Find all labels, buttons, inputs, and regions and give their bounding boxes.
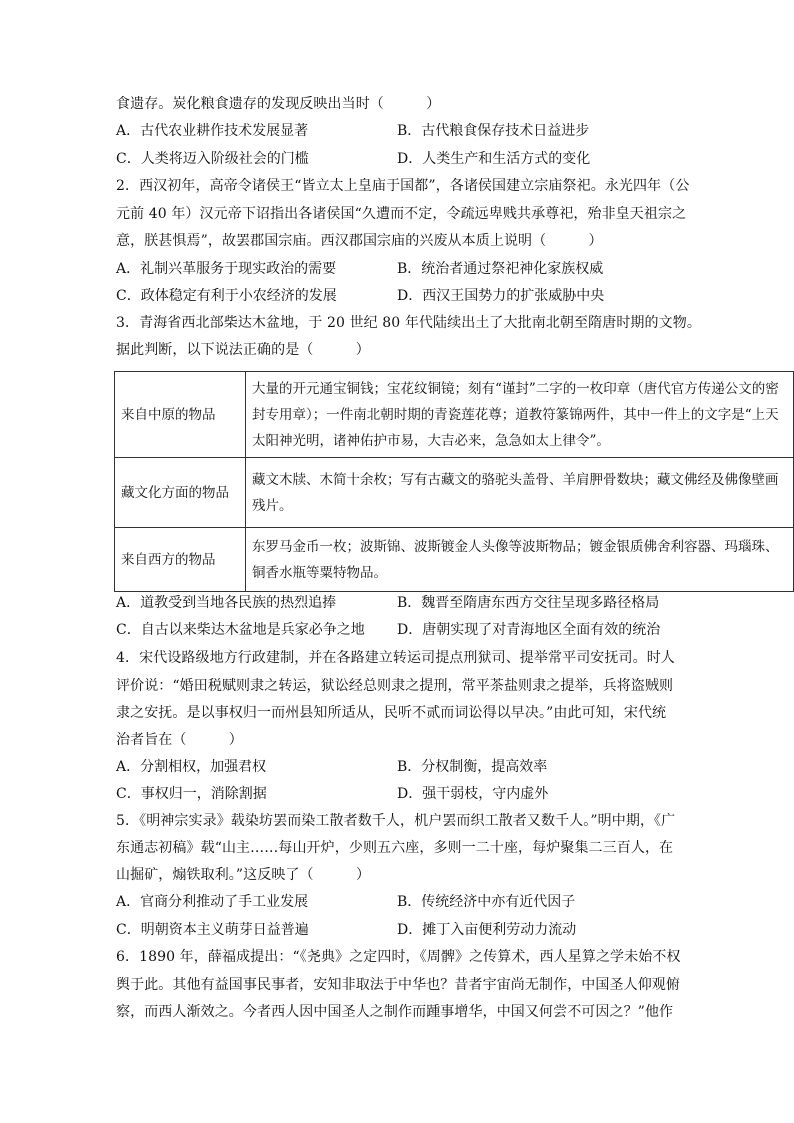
q1-option-b: B．古代粮食保存技术日益进步	[397, 123, 590, 139]
q3-stem-line-1: 3．青海省西北部柴达木盆地，于 20 世纪 80 年代陆续出土了大批南北朝至隋唐时期的文物。	[116, 315, 701, 331]
q2-stem-line-2: 元前 40 年）汉元帝下诏指出各诸侯国“久遭而不定，令疏远卑贱共承尊祀，殆非皇天祖宗之	[116, 206, 687, 222]
q6-stem-line-2: 舆于此。其他有益国事民事者，安知非取法于中华也？昔者宇宙尚无制作，中国圣人仰观俯	[116, 977, 680, 993]
q4-option-a: A．分割相权，加强君权	[116, 759, 267, 775]
table-row-label: 来自中原的物品	[115, 372, 246, 458]
q4-stem-line-3: 隶之安抚。是以事权归一而州县知所适从，民听不贰而词讼得以早决。”由此可知，宋代统	[116, 705, 667, 721]
q6-stem-line-3: 察，而西人渐效之。今者西人因中国圣人之制作而踵事增华，中国又何尝不可因之？”他作	[116, 1004, 674, 1020]
q5-option-b: B．传统经济中亦有近代因子	[397, 894, 576, 910]
q5-stem-line-2: 东通志初稿》载“山主……每山开炉，少则五六座，多则一二十座，每炉聚集二三百人，在	[116, 840, 674, 856]
q5-stem-line-1: 5．《明神宗实录》载染坊罢而染工散者数千人，机户罢而织工散者又数千人。”明中期，《广	[116, 813, 676, 829]
table-row	[115, 528, 794, 592]
q5-stem-line-3: 山掘矿，煽铁取利。”这反映了（ ）	[116, 867, 371, 883]
table-row-content: 藏文木牍、木简十余枚；写有古藏文的骆驼头盖骨、羊肩胛骨数块；藏文佛经及佛像壁画残片。	[246, 458, 794, 528]
q1-option-d: D．人类生产和生活方式的变化	[397, 151, 591, 167]
q4-option-b: B．分权制衡，提高效率	[397, 759, 548, 775]
q4-stem-line-2: 评价说：“婚田税赋则隶之转运，狱讼经总则隶之提刑，常平茶盐则隶之提举，兵将盗贼则	[116, 678, 674, 694]
q5-option-c: C．明朝资本主义萌芽日益普遍	[116, 922, 309, 938]
table-row	[115, 458, 794, 528]
table-row	[115, 372, 794, 458]
q2-option-b: B．统治者通过祭祀神化家族权威	[397, 261, 604, 277]
q3-option-d: D．唐朝实现了对青海地区全面有效的统治	[397, 622, 661, 638]
q2-option-c: C．政体稳定有利于小农经济的发展	[116, 288, 337, 304]
q5-option-d: D．摊丁入亩便利劳动力流动	[397, 922, 577, 938]
q2-stem-line-3: 意，朕甚惧焉”，故罢郡国宗庙。西汉郡国宗庙的兴废从本质上说明（ ）	[116, 233, 603, 249]
table-row-content: 大量的开元通宝铜钱；宝花纹铜镜；刻有“谨封”二字的一枚印章（唐代官方传递公文的密封专用章）；一件南北朝时期的青瓷莲花尊；道教符篆锦两件，其中一件上的文字是“上天太阳神光明，诸神佑护市易，大吉必来，急急如太上律令”。	[246, 372, 794, 458]
q2-stem-line-1: 2．西汉初年，高帝令诸侯王“皆立太上皇庙于国都”，各诸侯国建立宗庙祭祀。永光四年（公	[116, 178, 690, 194]
q4-stem-line-4: 治者旨在（ ）	[116, 732, 243, 748]
q6-stem-line-1: 6．1890 年，薛福成提出：“《尧典》之定四时，《周髀》之传算术，西人星算之学未始不权	[116, 949, 681, 965]
q1-option-c: C．人类将迈入阶级社会的门槛	[116, 151, 309, 167]
q5-option-a: A．官商分利推动了手工业发展	[116, 894, 309, 910]
q2-option-d: D．西汉王国势力的扩张威胁中央	[397, 288, 605, 304]
q1-option-a: A．古代农业耕作技术发展显著	[116, 123, 309, 139]
table-row-label: 藏文化方面的物品	[115, 458, 246, 528]
q3-option-c: C．自古以来柴达木盆地是兵家必争之地	[116, 622, 365, 638]
q3-stem-line-2: 据此判断，以下说法正确的是（ ）	[116, 342, 370, 358]
q3-option-b: B．魏晋至隋唐东西方交往呈现多路径格局	[397, 595, 660, 611]
q4-stem-line-1: 4．宋代设路级地方行政建制，并在各路建立转运司提点刑狱司、提举常平司安抚司。时人	[116, 650, 675, 666]
q4-option-c: C．事权归一，消除割据	[116, 786, 267, 802]
q1-stem-tail: 食遗存。炭化粮食遗存的发现反映出当时（ ）	[116, 96, 441, 112]
q3-option-a: A．道教受到当地各民族的热烈追捧	[116, 595, 337, 611]
table-row-label: 来自西方的物品	[115, 528, 246, 592]
q4-option-d: D．强干弱枝，守内虚外	[397, 786, 549, 802]
artifact-table	[114, 371, 794, 592]
q2-option-a: A．礼制兴革服务于现实政治的需要	[116, 261, 337, 277]
table-row-content: 东罗马金币一枚；波斯锦、波斯镀金人头像等波斯物品；镀金银质佛舍利容器、玛瑙珠、铜香水瓶等粟特物品。	[246, 528, 794, 592]
